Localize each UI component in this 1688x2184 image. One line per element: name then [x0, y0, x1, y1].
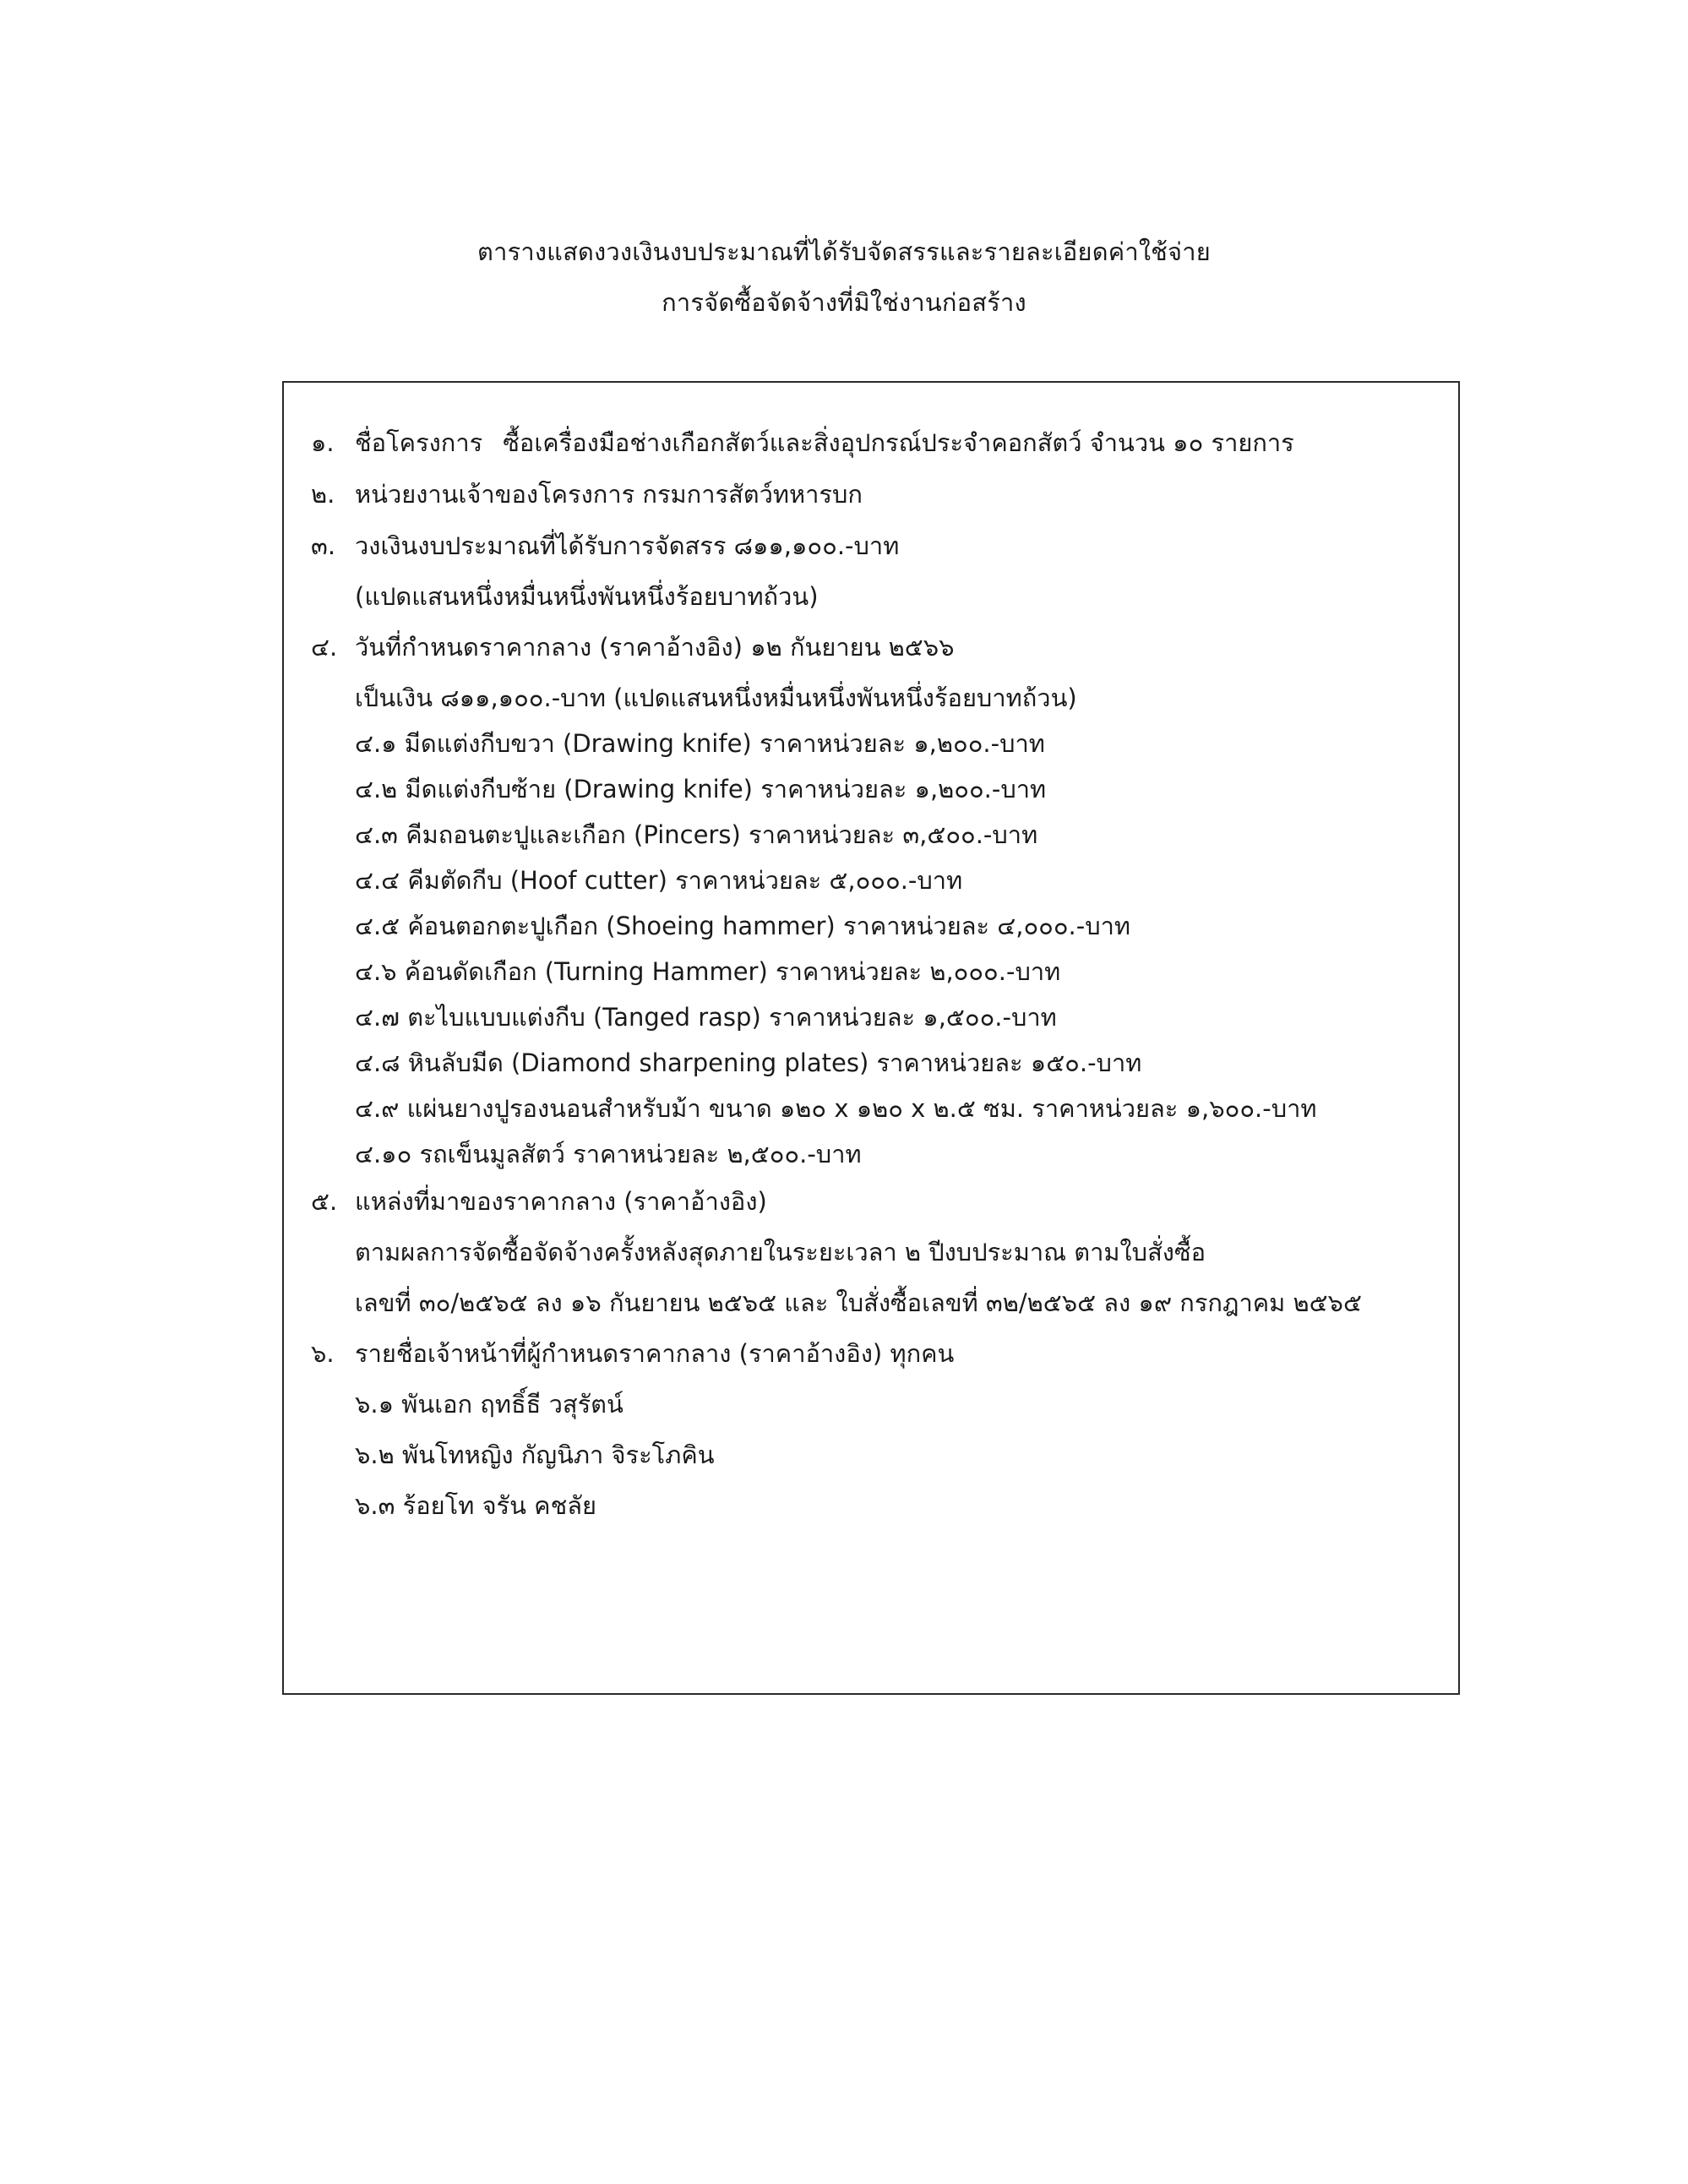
section-4-item-5: ๔.๕ ค้อนตอกตะปูเกือก (Shoeing hammer) ราคาหน่วยละ ๔,๐๐๐.-บาท	[355, 912, 1131, 940]
section-1-value: ซื้อเครื่องมือช่างเกือกสัตว์และสิ่งอุปกรณ์ประจำคอกสัตว์ จำนวน ๑๐ รายการ	[503, 428, 1294, 457]
section-5-number: ๕.	[311, 1187, 338, 1216]
section-3-number: ๓.	[311, 531, 336, 560]
section-4-item-7: ๔.๗ ตะไบแบบแต่งกีบ (Tanged rasp) ราคาหน่วยละ ๑,๕๐๐.-บาท	[355, 1003, 1057, 1032]
section-5-text3: เลขที่ ๓๐/๒๕๖๕ ลง ๑๖ กันยายน ๒๕๖๕ และ ใบสั่งซื้อเลขที่ ๓๒/๒๕๖๕ ลง ๑๙ กรกฎาคม ๒๕๖๕	[355, 1288, 1362, 1317]
section-4-item-10: ๔.๑๐ รถเข็นมูลสัตว์ ราคาหน่วยละ ๒,๕๐๐.-บาท	[355, 1140, 862, 1168]
section-2-number: ๒.	[311, 480, 335, 509]
section-4-item-6: ๔.๖ ค้อนดัดเกือก (Turning Hammer) ราคาหน่วยละ ๒,๐๐๐.-บาท	[355, 957, 1061, 986]
section-6-item-1: ๖.๑ พันเอก ฤทธิ์ธี วสุรัตน์	[355, 1390, 623, 1419]
section-4-item-2: ๔.๒ มีดแต่งกีบซ้าย (Drawing knife) ราคาหน่วยละ ๑,๒๐๐.-บาท	[355, 775, 1047, 803]
section-5-text: แหล่งที่มาของราคากลาง (ราคาอ้างอิง)	[355, 1187, 767, 1216]
section-3-text2: (แปดแสนหนึ่งหมื่นหนึ่งพันหนึ่งร้อยบาทถ้วน)	[355, 582, 819, 611]
section-2-text: หน่วยงานเจ้าของโครงการ กรมการสัตว์ทหารบก	[355, 480, 863, 509]
document-title-line1: ตารางแสดงวงเงินงบประมาณที่ได้รับจัดสรรและรายละเอียดค่าใช้จ่าย	[477, 237, 1211, 266]
section-4-item-3: ๔.๓ คีมถอนตะปูและเกือก (Pincers) ราคาหน่วยละ ๓,๕๐๐.-บาท	[355, 820, 1038, 849]
section-5-text2: ตามผลการจัดซื้อจัดจ้างครั้งหลังสุดภายในระยะเวลา ๒ ปีงบประมาณ ตามใบสั่งซื้อ	[355, 1238, 1206, 1266]
section-4-item-8: ๔.๘ หินลับมีด (Diamond sharpening plates) ราคาหน่วยละ ๑๕๐.-บาท	[355, 1048, 1142, 1077]
section-4-item-9: ๔.๙ แผ่นยางปูรองนอนสำหรับม้า ขนาด ๑๒๐ x ๑๒๐ x ๒.๕ ซม. ราคาหน่วยละ ๑,๖๐๐.-บาท	[355, 1094, 1317, 1123]
section-4-text: วันที่กำหนดราคากลาง (ราคาอ้างอิง) ๑๒ กันยายน ๒๕๖๖	[355, 633, 955, 662]
section-6-item-2: ๖.๒ พันโทหญิง กัญนิภา จิระโภคิน	[355, 1441, 715, 1469]
section-6-text: รายชื่อเจ้าหน้าที่ผู้กำหนดราคากลาง (ราคาอ้างอิง) ทุกคน	[355, 1339, 955, 1368]
section-1-label: ชื่อโครงการ	[355, 428, 483, 457]
section-6-item-3: ๖.๓ ร้อยโท จรัน คชลัย	[355, 1491, 597, 1520]
section-1-line	[355, 426, 1294, 460]
section-1-number: ๑.	[311, 428, 335, 457]
document-title-line2: การจัดซื้อจัดจ้างที่มิใช่งานก่อสร้าง	[662, 288, 1026, 317]
section-4-item-1: ๔.๑ มีดแต่งกีบขวา (Drawing knife) ราคาหน่วยละ ๑,๒๐๐.-บาท	[355, 729, 1045, 758]
section-3-text: วงเงินงบประมาณที่ได้รับการจัดสรร ๘๑๑,๑๐๐.-บาท	[355, 531, 900, 560]
section-6-number: ๖.	[311, 1339, 335, 1368]
section-4-text2: เป็นเงิน ๘๑๑,๑๐๐.-บาท (แปดแสนหนึ่งหมื่นหนึ่งพันหนึ่งร้อยบาทถ้วน)	[355, 684, 1077, 712]
section-4-number: ๔.	[311, 633, 338, 662]
section-4-item-4: ๔.๔ คีมตัดกีบ (Hoof cutter) ราคาหน่วยละ ๕,๐๐๐.-บาท	[355, 866, 963, 895]
